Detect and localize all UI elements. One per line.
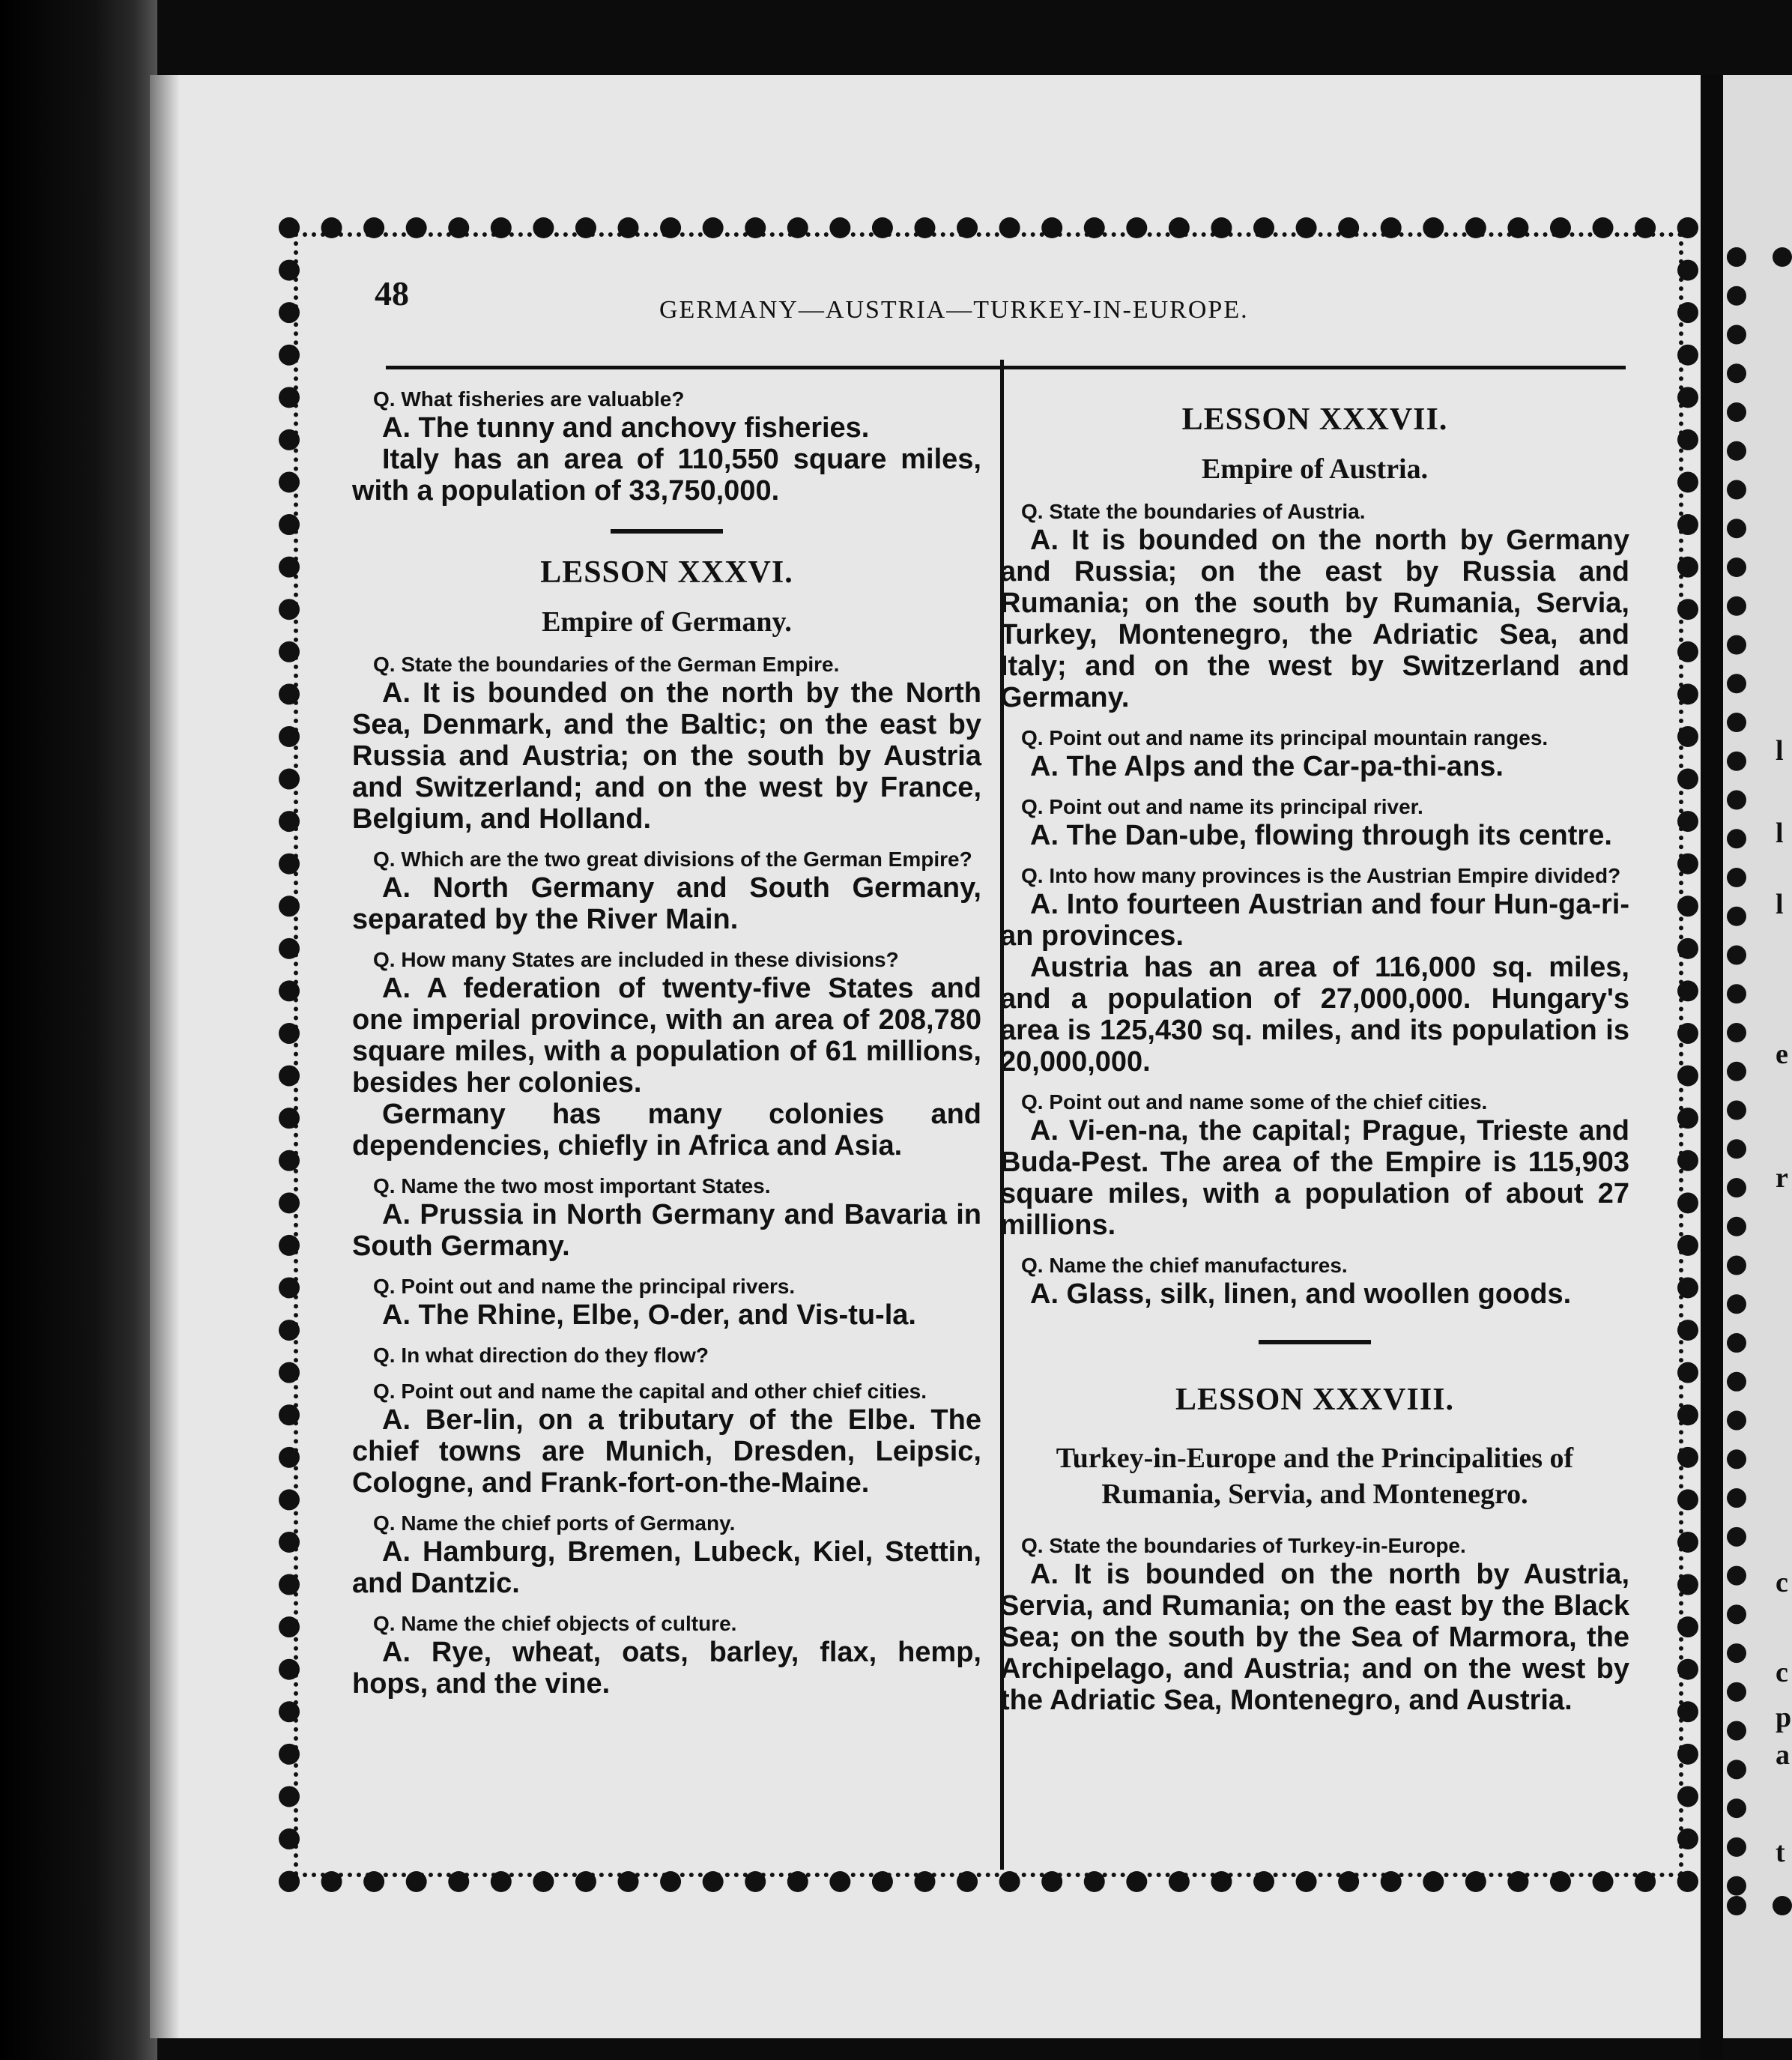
answer: A. The Rhine, Elbe, O-der, and Vis-tu-la. xyxy=(382,1299,916,1331)
section-separator xyxy=(611,529,723,534)
lesson-subtitle: Empire of Austria. xyxy=(1201,453,1429,485)
question: Q. Point out and name the capital and other chief cities. xyxy=(373,1380,927,1403)
page-gutter-shadow xyxy=(150,75,180,2038)
margin-letter: e xyxy=(1776,1039,1788,1070)
question: Q. State the boundaries of Turkey-in-Europe. xyxy=(1021,1534,1466,1557)
question: Q. How many States are included in these divisions? xyxy=(373,948,899,971)
question: Q. In what direction do they flow? xyxy=(373,1344,709,1367)
lesson-title: LESSON XXXVII. xyxy=(1181,402,1448,437)
answer: A. It is bounded on the north by the North Sea, Denmark, and the Baltic; on the east by Russia and Austria; on the south by Austria and Switzerland; and on the west by France, Belgium, and Holland. xyxy=(352,677,981,835)
answer: A. Into fourteen Austrian and four Hun-ga-ri-an provinces. xyxy=(1000,889,1629,952)
answer: A. Ber-lin, on a tributary of the Elbe. The chief towns are Munich, Dresden, Leipsic, Cologne, and Frank-fort-on-the-Maine. xyxy=(352,1404,981,1499)
margin-letter: a xyxy=(1776,1739,1790,1771)
question: Q. Which are the two great divisions of the German Empire? xyxy=(373,848,972,871)
book-spine xyxy=(0,0,157,2060)
answer: A. Hamburg, Bremen, Lubeck, Kiel, Stettin, and Dantzic. xyxy=(352,1536,981,1599)
answer: A. It is bounded on the north by Germany and Russia; on the east by Russia and Rumania; on the south by Rumania, Servia, Turkey, Montenegro, the Adriatic Sea, and Italy; and on the west by Switzerland and Germany. xyxy=(1000,525,1629,713)
paragraph: Italy has an area of 110,550 square miles, with a population of 33,750,000. xyxy=(352,444,981,507)
facing-page-border xyxy=(1727,247,1757,1896)
section-separator xyxy=(1259,1340,1371,1344)
question: Q. Name the chief ports of Germany. xyxy=(373,1511,736,1535)
running-head: GERMANY—AUSTRIA—TURKEY-IN-EUROPE. xyxy=(659,296,1249,324)
answer: A. Glass, silk, linen, and woollen goods. xyxy=(1030,1278,1572,1310)
question: Q. State the boundaries of the German Empire. xyxy=(373,653,840,676)
lesson-title: LESSON XXXVI. xyxy=(540,555,793,590)
left-column xyxy=(352,375,981,1700)
page-number: 48 xyxy=(375,274,409,312)
margin-letter: r xyxy=(1776,1162,1788,1194)
question: Q. Name the two most important States. xyxy=(373,1174,771,1197)
facing-page-margin-letters xyxy=(1776,247,1792,1896)
answer: A. Vi-en-na, the capital; Prague, Trieste and Buda-Pest. The area of the Empire is 115,903 square miles, with a population of about 27 millions. xyxy=(1000,1115,1629,1241)
answer: A. The Dan-ube, flowing through its centre. xyxy=(1030,820,1612,851)
answer: A. It is bounded on the north by Austria, Servia, and Rumania; on the east by the Black Sea; on the south by the Sea of Marmora, the Archipelago, and Austria; and on the west by the Adriatic Sea, Montenegro, and Austria. xyxy=(1000,1559,1629,1716)
question: Q. Into how many provinces is the Austrian Empire divided? xyxy=(1021,864,1621,887)
header-rule xyxy=(386,366,1626,369)
lesson-subtitle: Empire of Germany. xyxy=(542,606,792,638)
answer: A. The tunny and anchovy fisheries. xyxy=(382,412,870,444)
paragraph: Germany has many colonies and dependencies, chiefly in Africa and Asia. xyxy=(352,1099,981,1162)
right-column xyxy=(1000,375,1629,1716)
margin-letter: t xyxy=(1776,1837,1785,1868)
answer: A. Prussia in North Germany and Bavaria in South Germany. xyxy=(352,1199,981,1262)
question: Q. Name the chief manufactures. xyxy=(1021,1254,1348,1277)
question: Q. State the boundaries of Austria. xyxy=(1021,500,1366,523)
answer: A. A federation of twenty-five States and one imperial province, with an area of 208,780 square miles, with a population of 61 millions, besides her colonies. xyxy=(352,973,981,1099)
question: Q. What fisheries are valuable? xyxy=(373,387,685,411)
answer: A. North Germany and South Germany, separated by the River Main. xyxy=(352,872,981,935)
margin-letter: p xyxy=(1776,1702,1792,1733)
lesson-subtitle: Turkey-in-Europe and the Principalities of Rumania, Servia, and Montenegro. xyxy=(1056,1443,1574,1510)
margin-letter: l xyxy=(1776,889,1784,920)
page-gutter xyxy=(1701,75,1723,2060)
margin-letter: c xyxy=(1776,1567,1788,1598)
margin-letter: c xyxy=(1776,1657,1788,1688)
question: Q. Name the chief objects of culture. xyxy=(373,1612,737,1635)
answer: A. The Alps and the Car-pa-thi-ans. xyxy=(1030,751,1504,782)
margin-letter: l xyxy=(1776,818,1784,849)
question: Q. Point out and name the principal rivers. xyxy=(373,1275,796,1298)
question: Q. Point out and name its principal river. xyxy=(1021,795,1423,818)
facing-page-border-bottom xyxy=(1727,1896,1792,1915)
lesson-title: LESSON XXXVIII. xyxy=(1175,1383,1455,1417)
margin-letter: l xyxy=(1776,735,1784,767)
question: Q. Point out and name its principal mountain ranges. xyxy=(1021,726,1549,749)
paragraph: Austria has an area of 116,000 sq. miles, and a population of 27,000,000. Hungary's area is 125,430 sq. miles, and its population is 20,000,000. xyxy=(1000,952,1629,1078)
answer: A. Rye, wheat, oats, barley, flax, hemp, hops, and the vine. xyxy=(352,1637,981,1700)
question: Q. Point out and name some of the chief cities. xyxy=(1021,1090,1488,1114)
